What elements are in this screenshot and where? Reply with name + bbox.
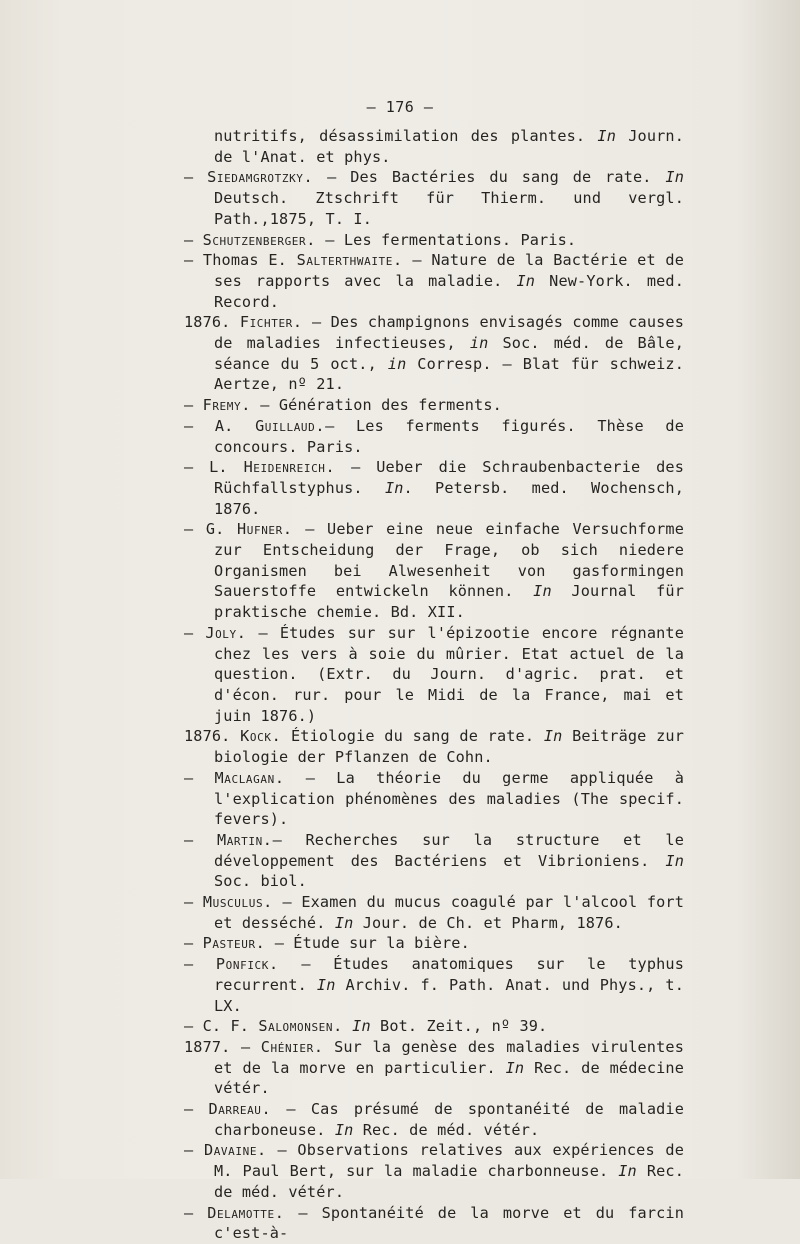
entry-text: — Les ferments figurés. Thèse de concours. Paris. <box>214 416 684 456</box>
bibliography-entry <box>184 312 684 395</box>
entry-author: Guillaud. <box>255 416 326 435</box>
entry-author: Musculus. <box>202 893 273 912</box>
entry-author: Maclagan. <box>214 768 285 787</box>
entry-prefix: — L. <box>184 458 244 477</box>
bibliography-entry <box>184 1037 684 1099</box>
entry-author: Hufner. <box>237 520 293 539</box>
bibliography-entry <box>184 457 684 519</box>
entry-author: Darreau. <box>208 1100 272 1119</box>
entry-author: Delamotte. <box>207 1203 285 1222</box>
bibliography-list <box>184 126 684 1244</box>
entry-text: Sur la genèse des maladies virulentes et de la morve en particulier. In Rec. de médecine vétér. <box>214 1037 684 1098</box>
entry-text: — La théorie du germe appliquée à l'explication phénomènes des maladies (The specif. fevers). <box>214 768 684 829</box>
entry-prefix: — <box>184 1203 208 1222</box>
entry-prefix: — G. <box>184 520 238 539</box>
entry-prefix: — <box>184 934 203 953</box>
bibliography-entry <box>184 395 684 416</box>
entry-author: Martin. <box>216 830 273 849</box>
entry-text: — Études sur sur l'épizootie encore régnante chez les vers à soie du mûrier. Etat actuel de la question. (Extr. du Journ. d'agric. prat. et d'écon. rur. pour le Midi de la France, mai et juin 1876.) <box>214 623 684 725</box>
bibliography-entry <box>184 954 684 1016</box>
entry-prefix: — <box>184 396 203 415</box>
bibliography-entry <box>184 623 684 727</box>
entry-prefix: — <box>184 1100 209 1119</box>
entry-author: Salomonsen. <box>258 1017 343 1036</box>
bibliography-entry <box>184 519 684 623</box>
entry-prefix: — <box>184 893 203 912</box>
bibliography-entry <box>184 416 684 457</box>
entry-prefix: — A. <box>184 416 256 435</box>
bibliography-entry <box>184 250 684 312</box>
entry-prefix: — <box>184 623 206 642</box>
entry-text: — Des champignons envisagés comme causes de maladies infectieuses, in Soc. méd. de Bâle, séance du 5 oct., in Corresp. — Blat für schweiz. Aertze, nº 21. <box>214 313 685 394</box>
entry-author: Davaine. <box>203 1141 267 1160</box>
entry-author: Joly. <box>205 623 247 642</box>
entry-prefix: — C. F. <box>184 1017 259 1036</box>
entry-text: — Étude sur la bière. <box>265 934 470 953</box>
bibliography-entry <box>184 167 684 229</box>
entry-text: — Des Bactéries du sang de rate. In Deutsch. Ztschrift für Thierm. und vergl. Path.,1875, T. I. <box>214 168 684 228</box>
bibliography-entry <box>184 126 684 167</box>
entry-prefix: 1876. <box>184 727 241 746</box>
entry-text: — Spontanéité de la morve et du farcin c'est-à- <box>214 1203 684 1243</box>
bibliography-entry <box>184 1099 684 1140</box>
entry-text: — Les fermentations. Paris. <box>315 230 577 249</box>
entry-text: — Nature de la Bactérie et de ses rapports avec la maladie. In New-York. med. Record. <box>214 251 684 311</box>
bibliography-entry <box>184 830 684 892</box>
entry-author: Heidenreich. <box>243 458 336 477</box>
entry-prefix: — <box>184 830 217 849</box>
entry-author: Kock. <box>240 727 282 746</box>
bibliography-entry <box>184 892 684 933</box>
entry-text: nutritifs, désassimilation des plantes. In Journ. de l'Anat. et phys. <box>214 127 684 166</box>
entry-text: — Génération des ferments. <box>250 396 502 415</box>
entry-author: Schutzenberger. <box>202 230 316 249</box>
entry-text: — Ueber die Schraubenbacterie des Rüchfallstyphus. In. Petersb. med. Wochensch, 1876. <box>214 458 684 518</box>
entry-prefix: — <box>184 1141 204 1160</box>
entry-text: Étiologie du sang de rate. In Beiträge zur biologie der Pflanzen de Cohn. <box>214 727 684 767</box>
bibliography-entry <box>184 768 684 830</box>
entry-text: — Examen du mucus coagulé par l'alcool fort et desséché. In Jour. de Ch. et Pharm, 1876. <box>214 893 684 932</box>
entry-prefix: — <box>184 168 208 187</box>
entry-author: Siedamgrotzky. <box>207 168 314 187</box>
entry-prefix: — <box>184 955 216 974</box>
entry-prefix: — Thomas E. <box>184 251 297 270</box>
bibliography-entry <box>184 726 684 767</box>
entry-prefix: 1877. — <box>184 1037 261 1056</box>
entry-prefix: — <box>184 768 215 787</box>
page-number: — 176 — <box>366 98 434 116</box>
bibliography-entry <box>184 1140 684 1202</box>
entry-author: Fichter. <box>239 313 303 332</box>
bibliography-entry <box>184 230 684 251</box>
entry-author: Chénier. <box>260 1037 324 1056</box>
entry-text: — Observations relatives aux expériences de M. Paul Bert, sur la maladie charbonneuse. In Rec. de méd. vétér. <box>214 1141 684 1201</box>
entry-text: — Ueber eine neue einfache Versuchforme zur Entscheidung der Frage, ob sich niedere Organismen bei Alwesenheit von gasformingen Sauerstoffe entwickeln können. In Journal für praktische chemie. Bd. XII. <box>214 520 684 622</box>
entry-author: Ponfick. <box>215 955 279 974</box>
bibliography-entry <box>184 1016 684 1037</box>
entry-prefix: — <box>184 230 203 249</box>
entry-text: — Recherches sur la structure et le développement des Bactériens et Vibrioniens. In Soc. biol. <box>214 830 684 891</box>
entry-author: Fremy. <box>202 396 251 415</box>
entry-text: — Études anatomiques sur le typhus recurrent. In Archiv. f. Path. Anat. und Phys., t. LX. <box>214 955 684 1015</box>
entry-author: Salterthwaite. <box>296 251 403 270</box>
entry-prefix: 1876. <box>184 313 240 332</box>
bibliography-entry <box>184 1203 684 1244</box>
entry-text: In Bot. Zeit., nº 39. <box>352 1017 548 1036</box>
entry-author: Pasteur. <box>202 934 266 953</box>
entry-text: — Cas présumé de spontanéité de maladie charboneuse. In Rec. de méd. vétér. <box>214 1100 685 1139</box>
bibliography-entry <box>184 933 684 954</box>
